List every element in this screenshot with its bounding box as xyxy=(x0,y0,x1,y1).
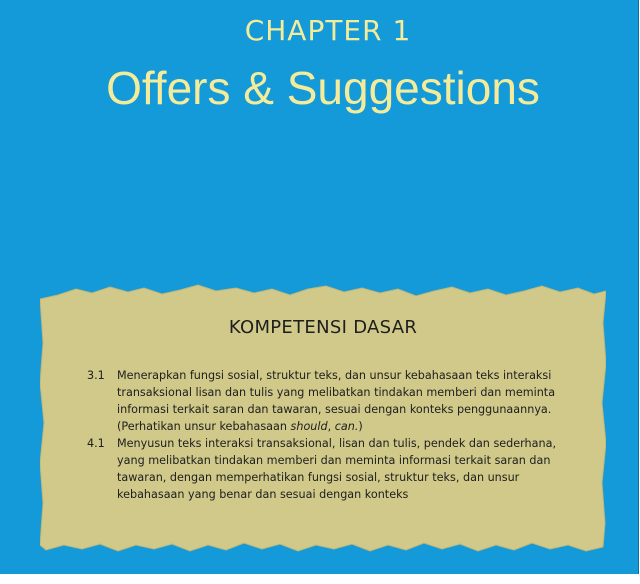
italic-should: should xyxy=(290,420,328,433)
kompetensi-list xyxy=(87,367,567,503)
list-item-text xyxy=(117,369,555,433)
list-item-number: 3.1 xyxy=(87,369,105,382)
italic-separator: , xyxy=(327,420,335,433)
list-item-text-main: Menerapkan fungsi sosial, struktur teks, dan unsur kebahasaan teks interaksi transaksional lisan dan tulis yang melibatkan tindakan memberi dan meminta informasi terkait saran dan tawaran, sesuai dengan konteks penggunaannya. (Perhatikan unsur kebahasaan xyxy=(117,369,556,433)
kompetensi-dasar-heading: KOMPETENSI DASAR xyxy=(228,317,418,338)
italic-can: can. xyxy=(334,420,359,433)
kompetensi-dasar-box xyxy=(40,283,606,555)
chapter-label: CHAPTER 1 xyxy=(244,14,412,47)
list-item-number: 4.1 xyxy=(87,437,105,450)
chapter-title: Offers & Suggestions xyxy=(106,62,540,114)
list-item-text: Menyusun teks interaksi transaksional, lisan dan tulis, pendek dan sederhana, yang melibatkan tindakan memberi dan meminta informasi terkait saran dan tawaran, dengan memperhatikan fungsi sosial, struktur teks, dan unsur kebahasaan yang benar dan sesuai dengan konteks xyxy=(117,437,557,501)
list-item-closing: ) xyxy=(358,420,363,433)
list-item xyxy=(87,435,567,503)
list-item xyxy=(87,367,567,435)
